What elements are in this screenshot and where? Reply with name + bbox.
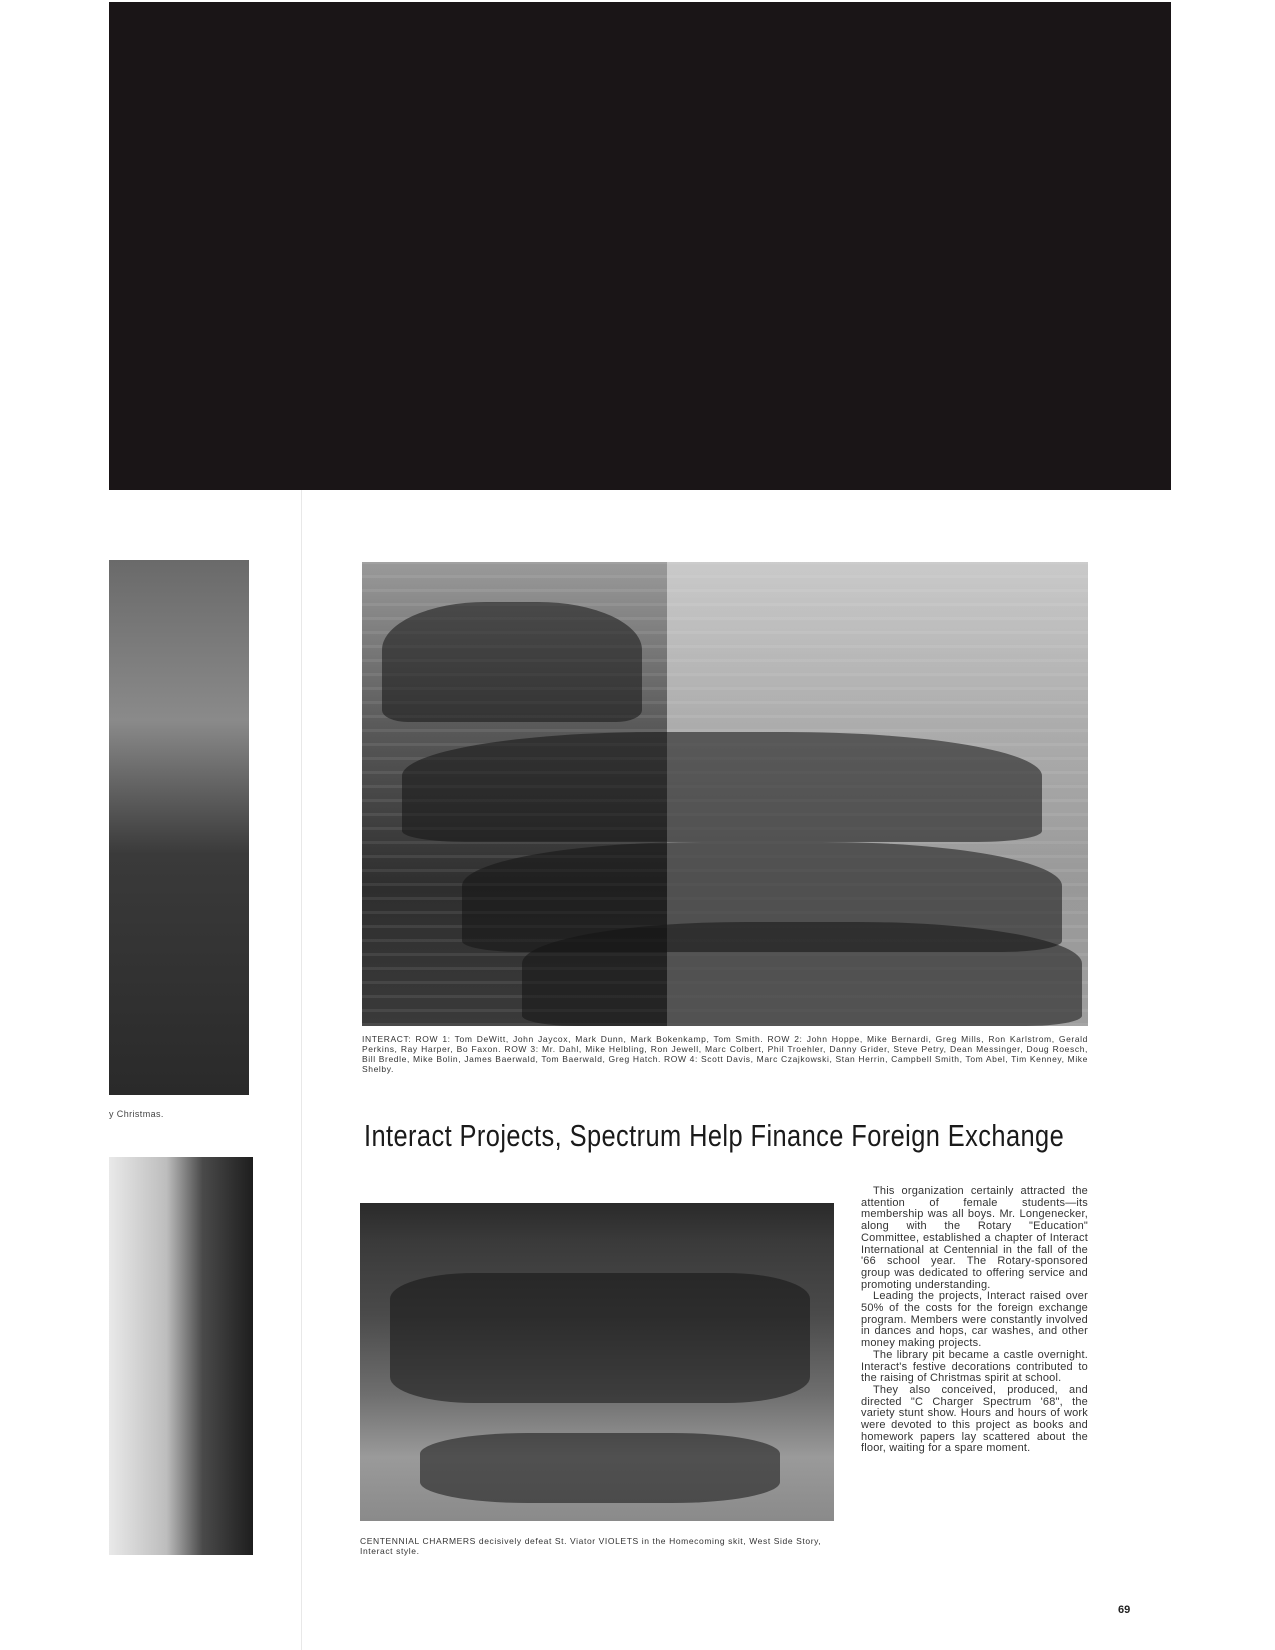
group-photo-caption: INTERACT: ROW 1: Tom DeWitt, John Jaycox, Mark Dunn, Mark Bokenkamp, Tom Smith. ROW 2: John Hoppe, Mike Bernardi, Greg Mills, Ron Karlstrom, Gerald Perkins, Ray Harper, Bo Faxon. ROW 3: Mr. Dahl, Mike Helbling, Ron Jewell, Marc Colbert, Phil Troehler, Danny Grider, Steve Petry, Dean Messinger, Doug Roesch, Bill Bredle, Mike Bolin, James Baerwald, Tom Baerwald, Greg Hatch. ROW 4: Scott Davis, Marc Czajkowski, Stan Herrin, Campbell Smith, Tom Abel, Tim Kenney, Mike Shelby. bbox=[362, 1034, 1088, 1074]
article-headline: Interact Projects, Spectrum Help Finance Foreign Exchange bbox=[364, 1118, 1065, 1153]
body-paragraph: Leading the projects, Interact raised over 50% of the costs for the foreign exchange program. Members were constantly involved in dances and hops, car washes, and other money making projects. bbox=[861, 1290, 1088, 1350]
left-page-caption-fragment: y Christmas. bbox=[109, 1109, 164, 1119]
top-dark-photo-area bbox=[109, 2, 1171, 490]
interact-group-photo bbox=[362, 562, 1088, 1026]
page-gutter-divider bbox=[301, 490, 302, 1650]
skit-photo-caption: CENTENNIAL CHARMERS decisively defeat St. Viator VIOLETS in the Homecoming skit, West Side Story, Interact style. bbox=[360, 1536, 822, 1556]
left-page-christmas-photo bbox=[109, 560, 249, 1095]
left-page-bottom-photo bbox=[109, 1157, 253, 1555]
homecoming-skit-photo bbox=[360, 1203, 834, 1521]
article-body bbox=[861, 1186, 1088, 1455]
body-paragraph: They also conceived, produced, and directed "C Charger Spectrum '68", the variety stunt show. Hours and hours of work were devoted to this project as books and homework papers lay scattered about the floor, waiting for a spare moment. bbox=[861, 1383, 1088, 1455]
page-number: 69 bbox=[1118, 1604, 1131, 1616]
body-paragraph: This organization certainly attracted the attention of female students—its membership was all boys. Mr. Longenecker, along with the Rotary "Education" Committee, established a chapter of Interact International at Centennial in the fall of the '66 school year. The Rotary-sponsored group was dedicated to offering service and promoting understanding. bbox=[861, 1185, 1088, 1291]
body-paragraph: The library pit became a castle overnight. Interact's festive decorations contributed to the raising of Christmas spirit at school. bbox=[861, 1348, 1088, 1385]
